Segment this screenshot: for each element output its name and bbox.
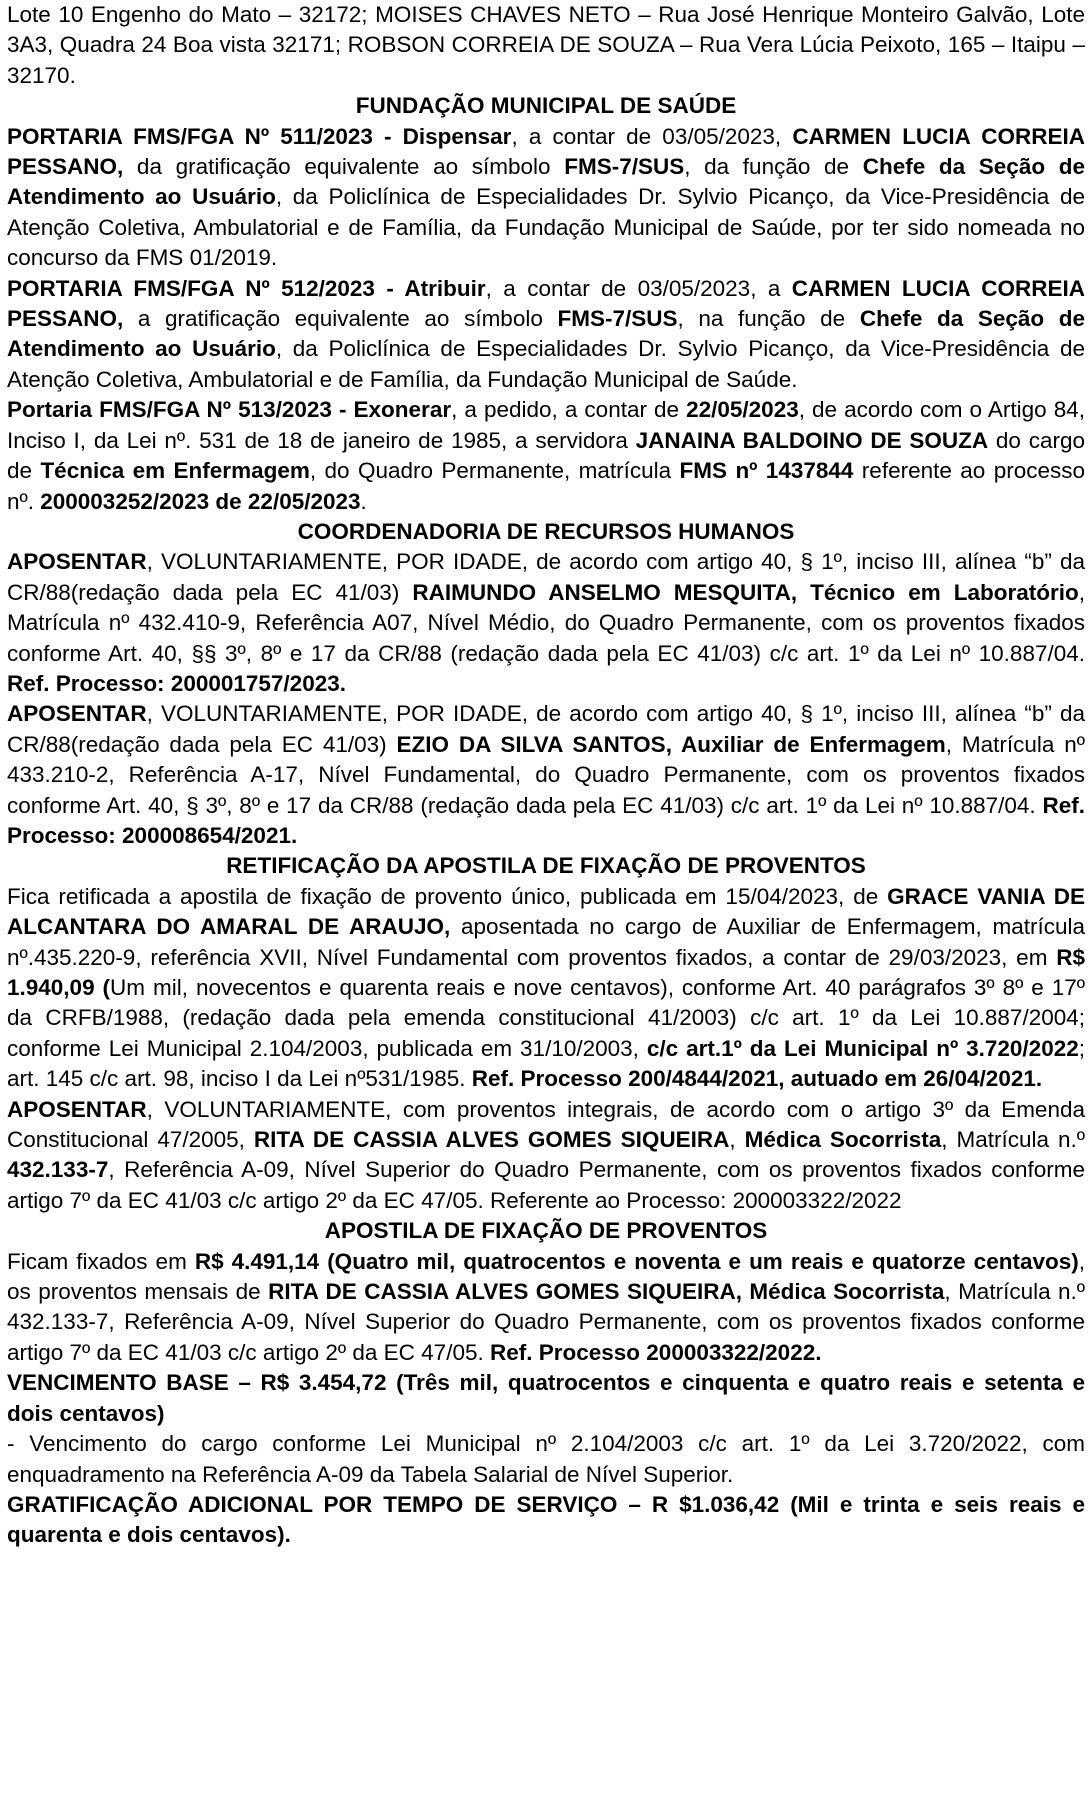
text-run: , da Policlínica de Especialidades Dr. Sylvio Picanço, da Vice-Presidência de Atenção Coletiva, Ambulatorial e de Família, da Fundação Municipal de Saúde.	[7, 336, 1085, 392]
text-run: , VOLUNTARIAMENTE, POR IDADE, de acordo com artigo 40, § 1º, inciso III, alínea “b” da CR/88(redação dada pela EC 41/03)	[7, 701, 1085, 757]
bold-text: Ref. Processo: 200001757/2023.	[7, 670, 346, 696]
bold-text: Chefe da Seção de Atendimento ao Usuário	[7, 154, 1085, 210]
bold-text: Ref. Processo 200003322/2022.	[489, 1339, 822, 1365]
text-run: , Referência A-09, Nível Superior do Quadro Permanente, com os proventos fixados conforme artigo 7º da EC 41/03 c/c artigo 2º da EC 47/05. Referente ao Processo: 200003322/2022	[7, 1157, 1085, 1213]
bold-text: PORTARIA FMS/FGA Nº 512/2023 - Atribuir	[7, 275, 486, 301]
text-run: Um mil, novecentos e quarenta reais e nove centavos), conforme Art. 40 parágrafos 3º 8º e 17º da CRFB/1988, (redação dada pela emenda constitucional 41/2003) c/c art. 1º da Lei 10.887/2004; conforme Lei Municipal 2.104/2003, publicada em 31/10/2003,	[7, 975, 1085, 1061]
text-run: , Matrícula n.º 432.133-7, Referência A-09, Nível Superior do Quadro Permanente, com os proventos fixados conforme artigo 7º da EC 41/03 c/c artigo 2º da EC 47/05.	[7, 1279, 1086, 1365]
vencimento-cargo-note	[7, 1429, 1085, 1490]
bold-text: Ref. Processo: 200008654/2021.	[7, 792, 1085, 848]
bold-text: APOSENTAR	[7, 549, 147, 575]
bold-text: PORTARIA FMS/FGA Nº 511/2023 - Dispensar	[7, 123, 512, 149]
text-run: , Matrícula nº 432.410-9, Referência A07, Nível Médio, do Quadro Permanente, com os proventos fixados conforme Art. 40, §§ 3º, 8º e 17 da CR/88 (redação dada pela EC 41/03) c/c art. 1º da Lei nº 10.887/04.	[7, 579, 1085, 666]
text-run: Fica retificada a apostila de fixação de provento único, publicada em 15/04/2023, de	[7, 883, 888, 909]
aposentar-raimundo	[7, 547, 1085, 699]
text-run: ; art. 145 c/c art. 98, inciso I da Lei nº531/1985.	[7, 1035, 1085, 1092]
bold-text: FMS-7/SUS	[564, 154, 685, 180]
text-run: , na função de	[677, 306, 860, 332]
text-run: , de acordo com o Artigo 84, Inciso I, da Lei nº. 531 de 18 de janeiro de 1985, a servidora	[7, 397, 1085, 453]
paragraph-continuation	[7, 0, 1085, 91]
vencimento-base	[7, 1368, 1085, 1429]
bold-text: RITA DE CASSIA ALVES GOMES SIQUEIRA, Médica Socorrista	[268, 1279, 945, 1305]
retificacao-grace	[7, 882, 1085, 1095]
text-run: do cargo de	[7, 427, 1085, 484]
text-run: , a contar de 03/05/2023,	[511, 123, 793, 149]
text-run: ,	[729, 1127, 745, 1153]
heading-fundacao-saude: FUNDAÇÃO MUNICIPAL DE SAÚDE	[355, 93, 737, 119]
text-run: , a contar de 03/05/2023, a	[485, 275, 792, 301]
bold-text: GRACE VANIA DE ALCANTARA DO AMARAL DE ARAUJO,	[7, 883, 1085, 940]
text-run: , VOLUNTARIAMENTE, POR IDADE, de acordo com artigo 40, § 1º, inciso III, alínea “b” da CR/88(redação dada pela EC 41/03)	[7, 549, 1085, 605]
bold-text: FMS nº 1437844	[679, 458, 854, 484]
text-run: , da função de	[684, 154, 863, 180]
bold-text: FMS-7/SUS	[557, 306, 678, 332]
bold-text: CARMEN LUCIA CORREIA PESSANO,	[7, 123, 1085, 180]
bold-text: RAIMUNDO ANSELMO MESQUITA, Técnico em Laboratório	[412, 579, 1079, 605]
bold-text: GRATIFICAÇÃO ADICIONAL POR TEMPO DE SERVIÇO – R $1.036,42 (Mil e trinta e seis reais e quarenta e dois centavos).	[7, 1491, 1085, 1548]
heading-retificacao-apostila: RETIFICAÇÃO DA APOSTILA DE FIXAÇÃO DE PROVENTOS	[226, 853, 866, 879]
text-run: , os proventos mensais de	[7, 1248, 1085, 1305]
aposentar-ezio	[7, 699, 1085, 851]
bold-text: Chefe da Seção de Atendimento ao Usuário	[7, 306, 1085, 362]
bold-text: VENCIMENTO BASE – R$ 3.454,72 (Três mil, quatrocentos e cinquenta e quatro reais e setenta e dois centavos)	[7, 1370, 1085, 1426]
bold-text: APOSENTAR	[7, 1096, 147, 1122]
text-run: aposentada no cargo de Auxiliar de Enfermagem, matrícula nº.435.220-9, referência XVII, Nível Fundamental com proventos fixados, a contar de 29/03/2023, em	[7, 914, 1085, 970]
bold-text: Ref. Processo 200/4844/2021, autuado em 26/04/2021.	[471, 1066, 1043, 1092]
text-run: a gratificação equivalente ao símbolo	[123, 306, 558, 332]
portaria-511	[7, 122, 1085, 274]
bold-text: Médica Socorrista	[744, 1127, 942, 1153]
bold-text: Técnica em Enfermagem	[40, 458, 310, 484]
bold-text: c/c art.1º da Lei Municipal nº 3.720/2022	[646, 1035, 1079, 1061]
text-run: Ficam fixados em	[7, 1248, 195, 1274]
bold-text: JANAINA BALDOINO DE SOUZA	[635, 427, 989, 453]
portaria-512	[7, 274, 1085, 396]
text-run: .	[360, 488, 367, 514]
text-run: , VOLUNTARIAMENTE, com proventos integrais, de acordo com o artigo 3º da Emenda Constitucional 47/2005,	[7, 1096, 1085, 1153]
text-run: Lote 10 Engenho do Mato – 32172; MOISES CHAVES NETO – Rua José Henrique Monteiro Galvão, Lote 3A3, Quadra 24 Boa vista 32171; ROBSON CORREIA DE SOUZA – Rua Vera Lúcia Peixoto, 165 – Itaipu – 32170.	[7, 2, 1085, 88]
bold-text: Portaria FMS/FGA Nº 513/2023 - Exonerar	[7, 397, 452, 423]
bold-text: R$ 4.491,14 (Quatro mil, quatrocentos e noventa e um reais e quatorze centavos)	[194, 1248, 1079, 1274]
bold-text: 200003252/2023 de 22/05/2023	[40, 488, 361, 514]
bold-text: 22/05/2023	[686, 397, 799, 423]
text-run: - Vencimento do cargo conforme Lei Municipal nº 2.104/2003 c/c art. 1º da Lei 3.720/2022, com enquadramento na Referência A-09 da Tabela Salarial de Nível Superior.	[7, 1431, 1085, 1487]
text-run: , Matrícula n.º	[941, 1127, 1085, 1153]
text-run: da gratificação equivalente ao símbolo	[123, 154, 565, 180]
text-run: , a pedido, a contar de	[451, 397, 687, 423]
text-run: , Matrícula nº 433.210-2, Referência A-17, Nível Fundamental, do Quadro Permanente, com os proventos fixados conforme Art. 40, § 3º, 8º e 17 da CR/88 (redação dada pela EC 41/03) c/c art. 1º da Lei nº 10.887/04.	[7, 731, 1085, 818]
aposentar-rita	[7, 1095, 1085, 1217]
bold-text: CARMEN LUCIA CORREIA PESSANO,	[7, 275, 1085, 332]
gratificacao-adicional	[7, 1490, 1085, 1551]
bold-text: EZIO DA SILVA SANTOS, Auxiliar de Enfermagem	[396, 731, 946, 757]
bold-text: APOSENTAR	[7, 701, 147, 727]
bold-text: RITA DE CASSIA ALVES GOMES SIQUEIRA	[253, 1127, 730, 1153]
apostila-rita	[7, 1247, 1085, 1369]
text-run: referente ao processo nº.	[7, 458, 1085, 514]
text-run: , do Quadro Permanente, matrícula	[309, 458, 680, 484]
heading-recursos-humanos: COORDENADORIA DE RECURSOS HUMANOS	[297, 518, 795, 544]
portaria-513	[7, 395, 1085, 517]
bold-text: 432.133-7	[7, 1157, 109, 1183]
text-run: , da Policlínica de Especialidades Dr. Sylvio Picanço, da Vice-Presidência de Atenção Coletiva, Ambulatorial e de Família, da Fundação Municipal de Saúde, por ter sido nomeada no concurso da FMS 01/2019.	[7, 184, 1085, 271]
heading-apostila-fixacao: APOSTILA DE FIXAÇÃO DE PROVENTOS	[324, 1218, 768, 1244]
bold-text: R$ 1.940,09 (	[7, 944, 1085, 1000]
